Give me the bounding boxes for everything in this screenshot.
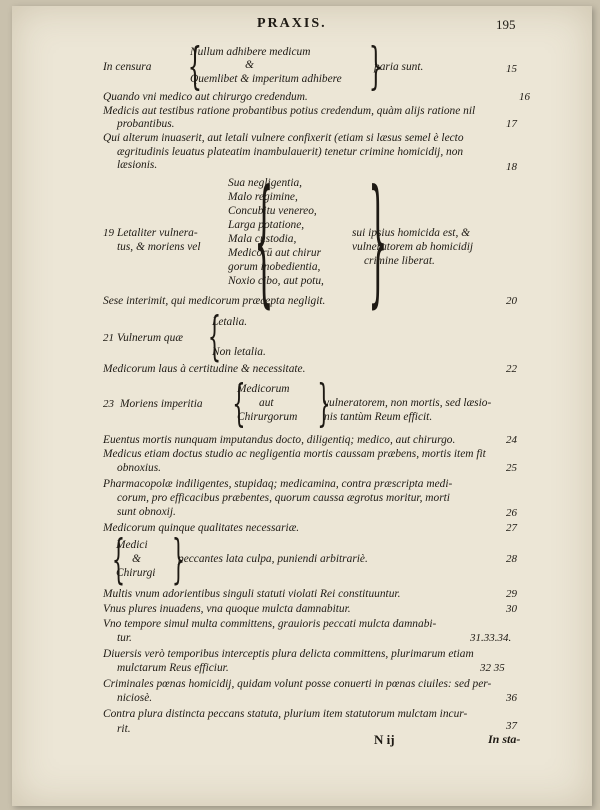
- brace-item: Chirurgi: [116, 567, 156, 579]
- entry-line: Sese interimit, qui medicorum præcepta negligit.: [103, 295, 326, 307]
- brace-item: Medicorū aut chirur: [228, 247, 322, 259]
- brace-item: Letalia.: [212, 316, 248, 328]
- entry-result: crimine liberat.: [364, 255, 435, 267]
- entry-line: Vnus plures inuadens, vna quoque mulcta damnabitur.: [103, 603, 351, 615]
- entry-result: sui ipsius homicida est, &: [352, 227, 471, 239]
- entry-number: 21: [103, 332, 114, 344]
- entry-lead: Moriens imperitia: [120, 398, 203, 410]
- entry-line: Diuersis verò temporibus interceptis plura delicta committens, plurimarum etiam: [103, 648, 474, 660]
- brace-item: Sua negligentia,: [228, 177, 303, 189]
- entry-lead: tus, & moriens vel: [117, 241, 201, 253]
- entry-number: 36: [506, 692, 517, 704]
- brace-item: &: [245, 59, 254, 71]
- entry-number: 27: [506, 522, 517, 534]
- right-brace: }: [171, 530, 186, 590]
- entry-line: Contra plura distincta peccans statuta, plurium item statutorum mulctam incur-: [103, 708, 468, 720]
- right-brace: }: [317, 374, 331, 432]
- entry-line: Medicorum laus à certitudine & necessitate.: [103, 363, 306, 375]
- brace-item: Nullum adhibere medicum: [190, 46, 311, 58]
- entry-number: 31.33.34.: [470, 632, 512, 644]
- brace-item: Concubitu venereo,: [228, 205, 317, 217]
- entry-line: Euentus mortis nunquam imputandus docto, diligentiq; medico, aut chirurgo.: [103, 434, 456, 446]
- entry-lead: Letaliter vulnera-: [117, 227, 198, 239]
- left-brace: {: [254, 160, 274, 321]
- entry-number: 20: [506, 295, 517, 307]
- brace-item: aut: [259, 397, 274, 409]
- brace-item: Mala custodia,: [228, 233, 297, 245]
- entry-line: Medicorum quinque qualitates necessariæ.: [103, 522, 300, 534]
- entry-line: ægritudinis leuatus plateatim inambulauerit) tenetur crimine homicidij, non: [117, 146, 464, 158]
- entry-line: tur.: [117, 632, 132, 644]
- entry-result: peccantes lata culpa, puniendi arbitrariè.: [178, 553, 368, 565]
- entry-number: 37: [506, 720, 517, 732]
- left-brace: {: [207, 307, 222, 367]
- book-page: [12, 6, 592, 806]
- catchword: In sta-: [488, 732, 521, 746]
- right-brace: }: [368, 160, 388, 321]
- entry-line: obnoxius.: [117, 462, 161, 474]
- entry-result: vulneratorem ab homicidij: [352, 241, 474, 253]
- entry-number: 18: [506, 161, 517, 173]
- entry-line: Qui alterum inuaserit, aut letali vulnere confixerit (etiam si læsus semel è lecto: [103, 132, 464, 144]
- running-head: PRAXIS.: [257, 16, 327, 31]
- right-brace: }: [368, 37, 384, 95]
- entry-line: Vno tempore simul multa committens, grauioris peccati mulcta damnabi-: [103, 618, 437, 630]
- entry-number: 23: [103, 398, 114, 410]
- entry-number: 17: [506, 118, 517, 130]
- entry-result: vulneratorem, non mortis, sed læsio-: [324, 397, 492, 409]
- entry-number: 16: [519, 91, 530, 103]
- entry-number: 24: [506, 434, 517, 446]
- brace-item: Chirurgorum: [237, 411, 298, 423]
- entry-number: 32 35: [480, 662, 505, 674]
- left-brace: {: [111, 530, 126, 590]
- entry-number: 29: [506, 588, 517, 600]
- entry-line: probantibus.: [117, 118, 175, 130]
- entry-line: Medicus etiam doctus studio ac negligentia mortis caussam præbens, mortis item fit: [103, 448, 486, 460]
- brace-item: gorum inobedientia,: [228, 261, 321, 273]
- brace-item: Non letalia.: [212, 346, 266, 358]
- entry-number: 19: [103, 227, 114, 239]
- entry-line: sunt obnoxij.: [117, 506, 176, 518]
- signature-mark: N ij: [374, 732, 395, 747]
- entry-number: 22: [506, 363, 517, 375]
- entry-line: Medicis aut testibus ratione probantibus potius credendum, quàm alijs ratione nil: [103, 105, 476, 117]
- page-number: 195: [496, 17, 516, 32]
- entry-result: paria sunt.: [374, 61, 424, 73]
- entry-line: Pharmacopolæ indiligentes, stupidaq; medicamina, contra præscripta medi-: [103, 478, 453, 490]
- brace-item: Malo regimine,: [228, 191, 298, 203]
- entry-line: corum, pro efficacibus præbentes, quorum caussa ægrotus moritur, morti: [117, 492, 450, 504]
- entry-line: læsionis.: [117, 159, 158, 171]
- entry-result: nis tantùm Reum efficit.: [324, 411, 433, 423]
- brace-item: Medici: [116, 539, 148, 551]
- left-brace: {: [232, 374, 246, 432]
- brace-item: Noxio cibo, aut potu,: [228, 275, 324, 287]
- entry-number: 28: [506, 553, 517, 565]
- entry-line: Quando vni medico aut chirurgo credendum.: [103, 91, 308, 103]
- entry-lead: Vulnerum quæ: [117, 332, 183, 344]
- brace-item: Medicorum: [237, 383, 290, 395]
- entry-line: rit.: [117, 723, 131, 735]
- entry-number: 26: [506, 507, 517, 519]
- entry-number: 15: [506, 63, 517, 75]
- entry-number: 25: [506, 462, 517, 474]
- left-brace: {: [187, 37, 203, 95]
- brace-item: Quemlibet & imperitum adhibere: [190, 73, 342, 85]
- entry-line: mulctarum Reus efficiur.: [117, 662, 229, 674]
- entry-line: niciosè.: [117, 692, 153, 704]
- brace-item: Larga potatione,: [228, 219, 305, 231]
- entry-lead: In censura: [103, 61, 152, 73]
- entry-line: Multis vnum adorientibus singuli statuti violati Rei constituuntur.: [103, 588, 401, 600]
- brace-item: &: [132, 553, 141, 565]
- entry-number: 30: [506, 603, 517, 615]
- entry-line: Criminales pœnas homicidij, quidam volunt posse conuerti in pœnas ciuiles: sed per-: [103, 678, 492, 690]
